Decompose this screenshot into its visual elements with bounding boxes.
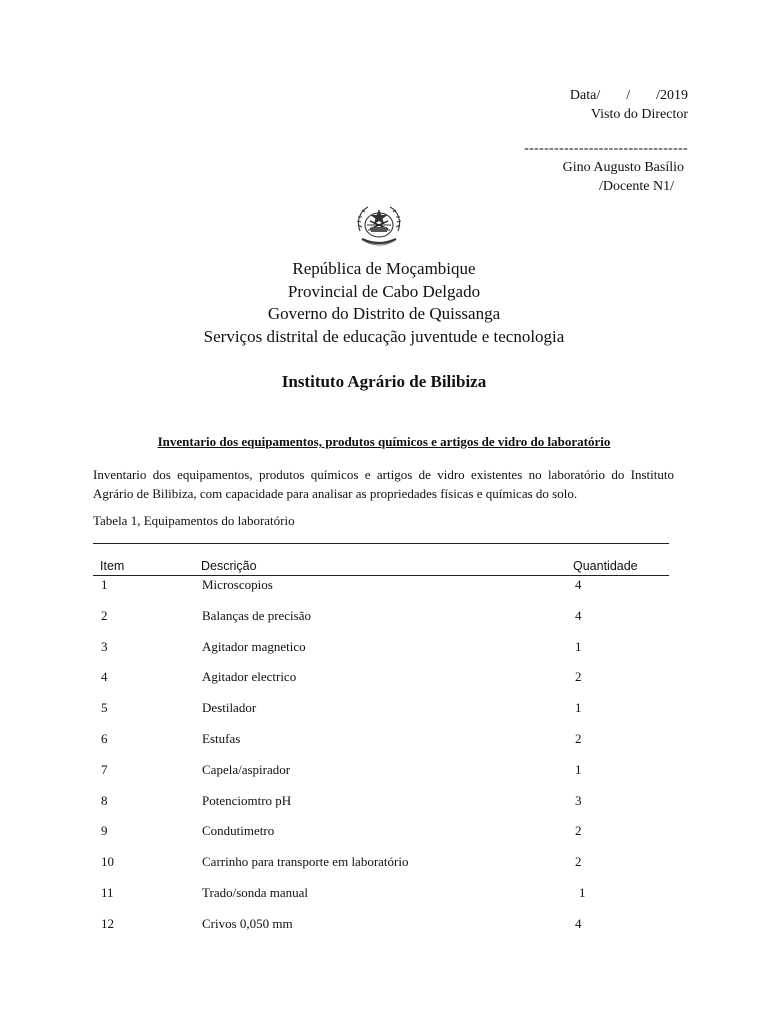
cell-description: Microscopios xyxy=(202,577,273,592)
header-line-district: Governo do Distrito de Quissanga xyxy=(267,304,501,323)
column-header-description: Descrição xyxy=(201,559,257,573)
cell-quantity: 4 xyxy=(575,577,582,592)
document-title: Inventario dos equipamentos, produtos químicos e artigos de vidro do laboratório xyxy=(157,434,611,449)
cell-quantity: 2 xyxy=(575,823,582,839)
institution-header xyxy=(0,258,768,348)
table-row xyxy=(0,608,768,639)
cell-item: 3 xyxy=(101,638,108,654)
cell-item: 7 xyxy=(101,761,108,777)
table-top-rule xyxy=(93,543,669,544)
intro-paragraph: Inventario dos equipamentos, produtos químicos e artigos de vidro existentes no laboratório do Instituto Agrário de Bilibiza, com capacidade para analisar as propriedades físicas e químicas do solo. xyxy=(93,467,674,501)
equipment-table-body xyxy=(0,577,768,947)
cell-item: 9 xyxy=(101,823,108,839)
cell-description: Potenciomtro pH xyxy=(202,792,292,808)
cell-description: Destilador xyxy=(202,700,257,716)
cell-quantity: 4 xyxy=(575,915,582,931)
cell-quantity: 2 xyxy=(575,669,582,685)
approval-signature-block xyxy=(524,86,688,196)
cell-item: 11 xyxy=(101,884,114,900)
cell-description: Capela/aspirador xyxy=(202,761,291,777)
cell-description: Estufas xyxy=(202,730,241,746)
cell-item: 4 xyxy=(101,669,108,685)
date-label: Data/ xyxy=(569,88,601,103)
cell-quantity: 1 xyxy=(575,638,582,654)
date-line xyxy=(524,86,688,105)
cell-description: Agitador electrico xyxy=(202,669,297,685)
cell-item: 12 xyxy=(101,915,114,931)
cell-description: Trado/sonda manual xyxy=(202,884,309,900)
cell-description: Carrinho para transporte em laboratório xyxy=(202,854,409,870)
teacher-name: Gino Augusto Basílio xyxy=(562,160,684,175)
cell-quantity: 2 xyxy=(575,854,582,870)
cell-quantity: 3 xyxy=(575,792,582,808)
signature-line: --------------------------------- xyxy=(524,141,688,156)
cell-quantity: 4 xyxy=(575,607,582,623)
cell-item: 10 xyxy=(101,854,114,870)
cell-item: 8 xyxy=(101,792,108,808)
cell-description: Agitador magnetico xyxy=(202,638,306,654)
cell-description: Crivos 0,050 mm xyxy=(202,915,293,931)
table-row xyxy=(0,639,768,670)
table-row xyxy=(0,916,768,947)
date-separator: / xyxy=(626,88,631,103)
table-row xyxy=(0,669,768,700)
cell-item: 2 xyxy=(101,607,108,623)
table-row xyxy=(0,854,768,885)
header-line-services: Serviços distrital de educação juventude e tecnologia xyxy=(203,326,565,346)
column-header-item: Item xyxy=(100,559,125,573)
table-row xyxy=(0,577,768,608)
table-row xyxy=(0,885,768,916)
table-row xyxy=(0,762,768,793)
column-header-quantity: Quantidade xyxy=(573,559,638,573)
cell-quantity: 1 xyxy=(575,761,582,777)
cell-quantity: 1 xyxy=(579,884,586,900)
director-approval-label: Visto do Director xyxy=(590,107,688,122)
table-row xyxy=(0,731,768,762)
cell-description: Balanças de precisão xyxy=(202,607,312,623)
institute-name: Instituto Agrário de Bilibiza xyxy=(281,372,487,391)
table-caption: Tabela 1, Equipamentos do laboratório xyxy=(93,513,295,528)
header-line-province: Provincial de Cabo Delgado xyxy=(287,281,481,301)
teacher-role: /Docente N1/ xyxy=(598,179,674,194)
date-year: /2019 xyxy=(656,88,688,103)
cell-item: 6 xyxy=(101,730,108,746)
table-row xyxy=(0,823,768,854)
cell-quantity: 2 xyxy=(575,730,582,746)
header-line-country: República de Moçambique xyxy=(292,259,476,278)
cell-item: 1 xyxy=(101,577,108,592)
table-row xyxy=(0,793,768,824)
cell-quantity: 1 xyxy=(575,700,582,716)
table-header-rule xyxy=(93,575,669,576)
cell-item: 5 xyxy=(101,700,108,716)
cell-description: Condutimetro xyxy=(202,823,275,839)
coat-of-arms-icon xyxy=(354,203,404,249)
table-row xyxy=(0,700,768,731)
